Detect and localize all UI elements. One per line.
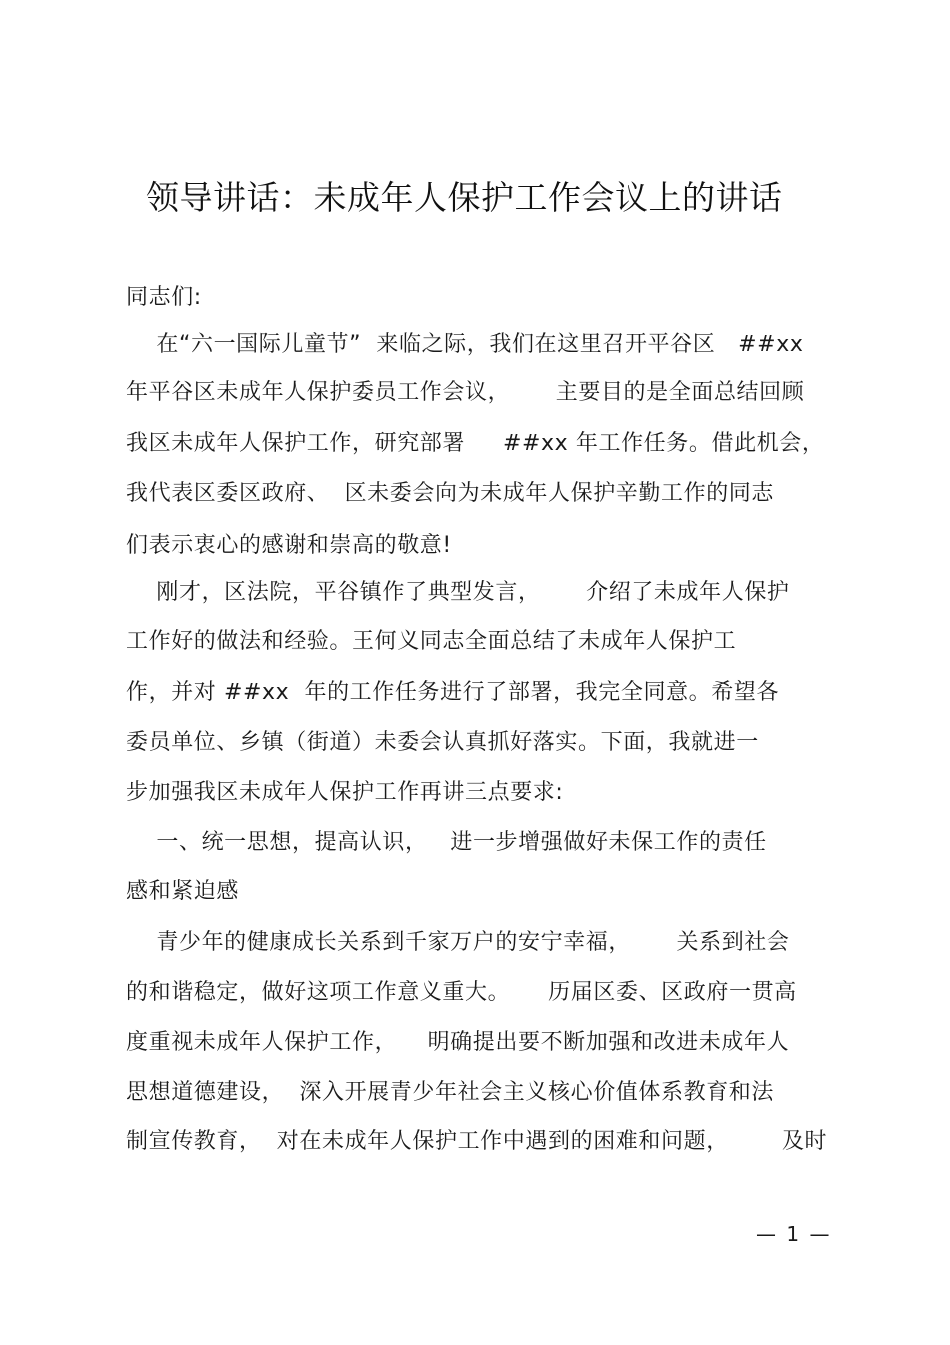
body-line: 制宣传教育， 对在未成年人保护工作中遇到的困难和问题， 及时 xyxy=(126,1129,828,1154)
document-title: 领导讲话：未成年人保护工作会议上的讲话 xyxy=(146,178,783,217)
body-line: 在“六一国际儿童节” 来临之际，我们在这里召开平谷区 ##xx xyxy=(126,332,804,357)
page-number: — 1 — xyxy=(756,1222,832,1246)
body-line: 我区未成年人保护工作，研究部署 ##xx 年工作任务。借此机会， xyxy=(126,431,825,456)
body-line: 们表示衷心的感谢和崇高的敬意! xyxy=(126,533,452,558)
body-line: 感和紧迫感 xyxy=(126,879,240,904)
body-line: 同志们: xyxy=(126,285,202,310)
body-line: 委员单位、乡镇（街道）未委会认真抓好落实。下面，我就进一 xyxy=(126,730,759,755)
body-line: 思想道德建设， 深入开展青少年社会主义核心价值体系教育和法 xyxy=(126,1080,774,1105)
body-line: 青少年的健康成长关系到千家万户的安宁幸福， 关系到社会 xyxy=(126,930,790,955)
body-line: 度重视未成年人保护工作， 明确提出要不断加强和改进未成年人 xyxy=(126,1030,790,1055)
body-line: 作，并对 ##xx 年的工作任务进行了部署，我完全同意。希望各 xyxy=(126,680,780,705)
body-line: 我代表区委区政府、 区未委会向为未成年人保护辛勤工作的同志 xyxy=(126,481,774,506)
body-line: 的和谐稳定，做好这项工作意义重大。 历届区委、区政府一贯高 xyxy=(126,980,797,1005)
body-line: 年平谷区未成年人保护委员工作会议， 主要目的是全面总结回顾 xyxy=(126,380,805,405)
body-line: 刚才，区法院，平谷镇作了典型发言， 介绍了未成年人保护 xyxy=(126,580,790,605)
body-line: 步加强我区未成年人保护工作再讲三点要求: xyxy=(126,780,564,805)
body-line: 工作好的做法和经验。王何义同志全面总结了未成年人保护工 xyxy=(126,629,737,654)
body-line: 一、统一思想，提高认识， 进一步增强做好未保工作的责任 xyxy=(126,830,767,855)
